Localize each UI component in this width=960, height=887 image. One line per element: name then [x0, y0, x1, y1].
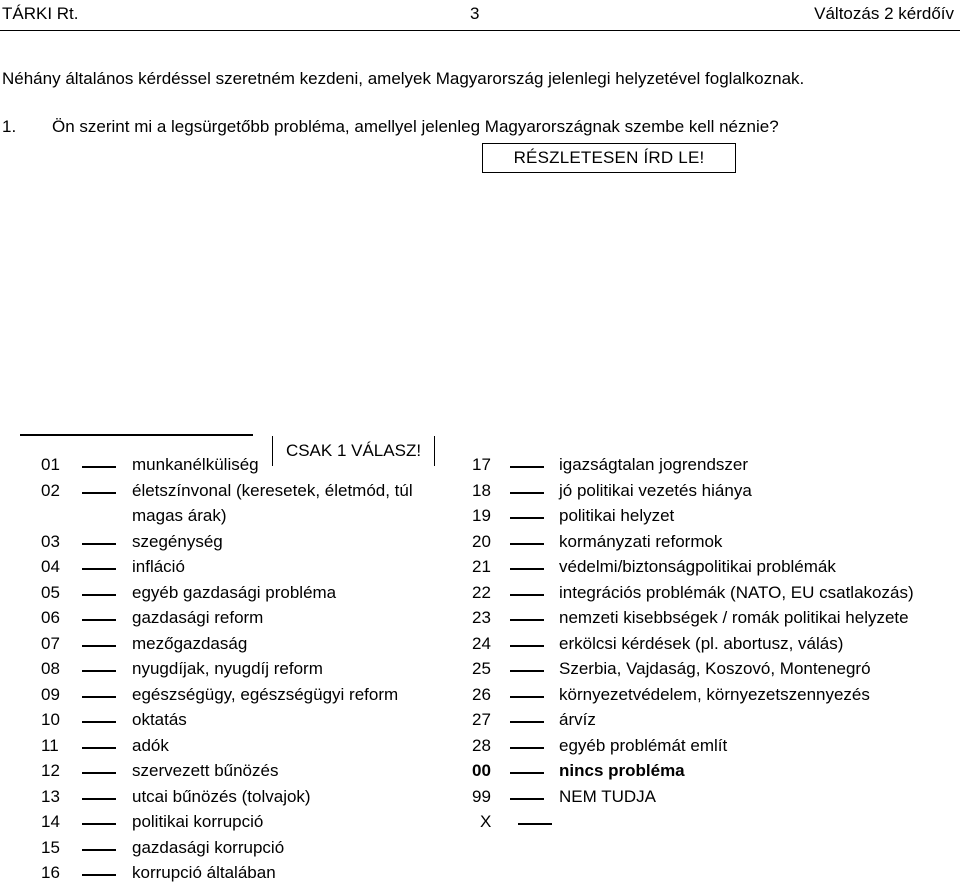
option-label: NEM TUDJA: [559, 786, 656, 806]
option-code: 26: [472, 684, 491, 704]
option-label: nyugdíjak, nyugdíj reform: [132, 659, 323, 678]
option-label: utcai bűnözés (tolvajok): [132, 786, 311, 806]
option-label: mezőgazdaság: [132, 633, 248, 653]
option-leader-line: [82, 543, 116, 545]
option-label: környezetvédelem, környezetszennyezés: [559, 684, 870, 704]
header-divider: [0, 30, 960, 31]
option-label: erkölcsi kérdések (pl. abortusz, válás): [559, 633, 844, 653]
option-label: egyéb gazdasági probléma: [132, 582, 337, 602]
option-code: 24: [472, 633, 491, 653]
option-label: Szerbia, Vajdaság, Koszovó, Montenegró: [559, 659, 871, 678]
option-code: 18: [472, 480, 491, 500]
option-code: 20: [472, 531, 491, 551]
option-leader-line: [82, 849, 116, 851]
option-code: 05: [41, 582, 60, 602]
option-leader-line: [82, 466, 116, 468]
option-code: 17: [472, 455, 491, 474]
header-org: TÁRKI Rt.: [2, 4, 79, 23]
option-label: integrációs problémák (NATO, EU csatlakozás): [559, 582, 914, 602]
option-leader-line: [82, 747, 116, 749]
option-leader-line: [510, 645, 544, 647]
option-code: 00: [472, 761, 491, 780]
option-code: 15: [41, 837, 60, 857]
option-label: jó politikai vezetés hiánya: [559, 480, 752, 500]
option-label: szervezett bűnözés: [132, 761, 279, 780]
option-code: 02: [41, 480, 60, 500]
option-leader-line: [82, 492, 116, 494]
option-label: nincs probléma: [559, 761, 685, 780]
option-leader-line: [510, 696, 544, 698]
option-code: 16: [41, 863, 60, 882]
option-leader-line: [518, 823, 552, 825]
question-instruction-box: RÉSZLETESEN ÍRD LE!: [482, 143, 736, 173]
option-code: 22: [472, 582, 491, 602]
option-leader-line: [82, 696, 116, 698]
option-code: 07: [41, 633, 60, 653]
option-label: árvíz: [559, 710, 596, 729]
option-label: kormányzati reformok: [559, 531, 723, 551]
option-label: nemzeti kisebbségek / romák politikai helyzete: [559, 608, 909, 627]
question-number: 1.: [2, 117, 17, 136]
option-leader-line: [82, 772, 116, 774]
option-leader-line: [510, 568, 544, 570]
option-leader-line: [510, 517, 544, 519]
option-code: 21: [472, 557, 491, 576]
option-code: 19: [472, 506, 491, 525]
option-label: korrupció általában: [132, 863, 276, 882]
option-code: 27: [472, 710, 491, 729]
option-label: igazságtalan jogrendszer: [559, 455, 749, 474]
option-leader-line: [510, 721, 544, 723]
option-label: infláció: [132, 557, 185, 576]
option-code: 12: [41, 761, 60, 780]
option-label: munkanélküliség: [132, 455, 259, 474]
intro-text: Néhány általános kérdéssel szeretném kezdeni, amelyek Magyarország jelenlegi helyzetével foglalkoznak.: [2, 69, 805, 88]
page-number: 3: [470, 4, 480, 23]
option-leader-line: [510, 670, 544, 672]
option-leader-line: [510, 798, 544, 800]
option-label: védelmi/biztonságpolitikai problémák: [559, 557, 836, 576]
option-leader-line: [510, 747, 544, 749]
option-label: gazdasági korrupció: [132, 837, 285, 857]
option-code: 14: [41, 812, 60, 831]
document-title: Változás 2 kérdőív: [814, 4, 954, 23]
option-code: 09: [41, 684, 60, 704]
option-leader-line: [510, 619, 544, 621]
option-leader-line: [510, 492, 544, 494]
option-code: 99: [472, 786, 491, 806]
option-label: gazdasági reform: [132, 608, 264, 627]
question-text: Ön szerint mi a legsürgetőbb probléma, amellyel jelenleg Magyarországnak szembe kell néznie?: [52, 117, 779, 136]
option-label: politikai helyzet: [559, 506, 675, 525]
option-leader-line: [82, 823, 116, 825]
option-code: 10: [41, 710, 60, 729]
option-code: 03: [41, 531, 60, 551]
option-leader-line: [510, 772, 544, 774]
option-label-continuation: magas árak): [132, 506, 227, 525]
option-leader-line: [510, 466, 544, 468]
option-leader-line: [82, 594, 116, 596]
option-code: 06: [41, 608, 60, 627]
option-code: 23: [472, 608, 491, 627]
answer-write-line[interactable]: [20, 434, 253, 436]
option-label: életszínvonal (keresetek, életmód, túl: [132, 480, 413, 500]
option-leader-line: [82, 721, 116, 723]
option-leader-line: [82, 798, 116, 800]
option-label: szegénység: [132, 531, 223, 551]
answer-instruction-box: CSAK 1 VÁLASZ!: [272, 436, 435, 466]
option-code: 28: [472, 735, 491, 755]
option-leader-line: [82, 619, 116, 621]
option-label: egészségügy, egészségügyi reform: [132, 684, 399, 704]
option-label: egyéb problémát említ: [559, 735, 728, 755]
option-code: X: [480, 812, 492, 831]
option-code: 04: [41, 557, 60, 576]
option-leader-line: [82, 568, 116, 570]
option-leader-line: [510, 594, 544, 596]
option-code: 25: [472, 659, 491, 678]
option-leader-line: [82, 670, 116, 672]
option-label: politikai korrupció: [132, 812, 264, 831]
option-code: 08: [41, 659, 60, 678]
option-label: adók: [132, 735, 169, 755]
option-code: 01: [41, 455, 60, 474]
option-label: oktatás: [132, 710, 187, 729]
option-leader-line: [510, 543, 544, 545]
option-code: 11: [41, 735, 59, 755]
option-leader-line: [82, 645, 116, 647]
option-code: 13: [41, 786, 60, 806]
